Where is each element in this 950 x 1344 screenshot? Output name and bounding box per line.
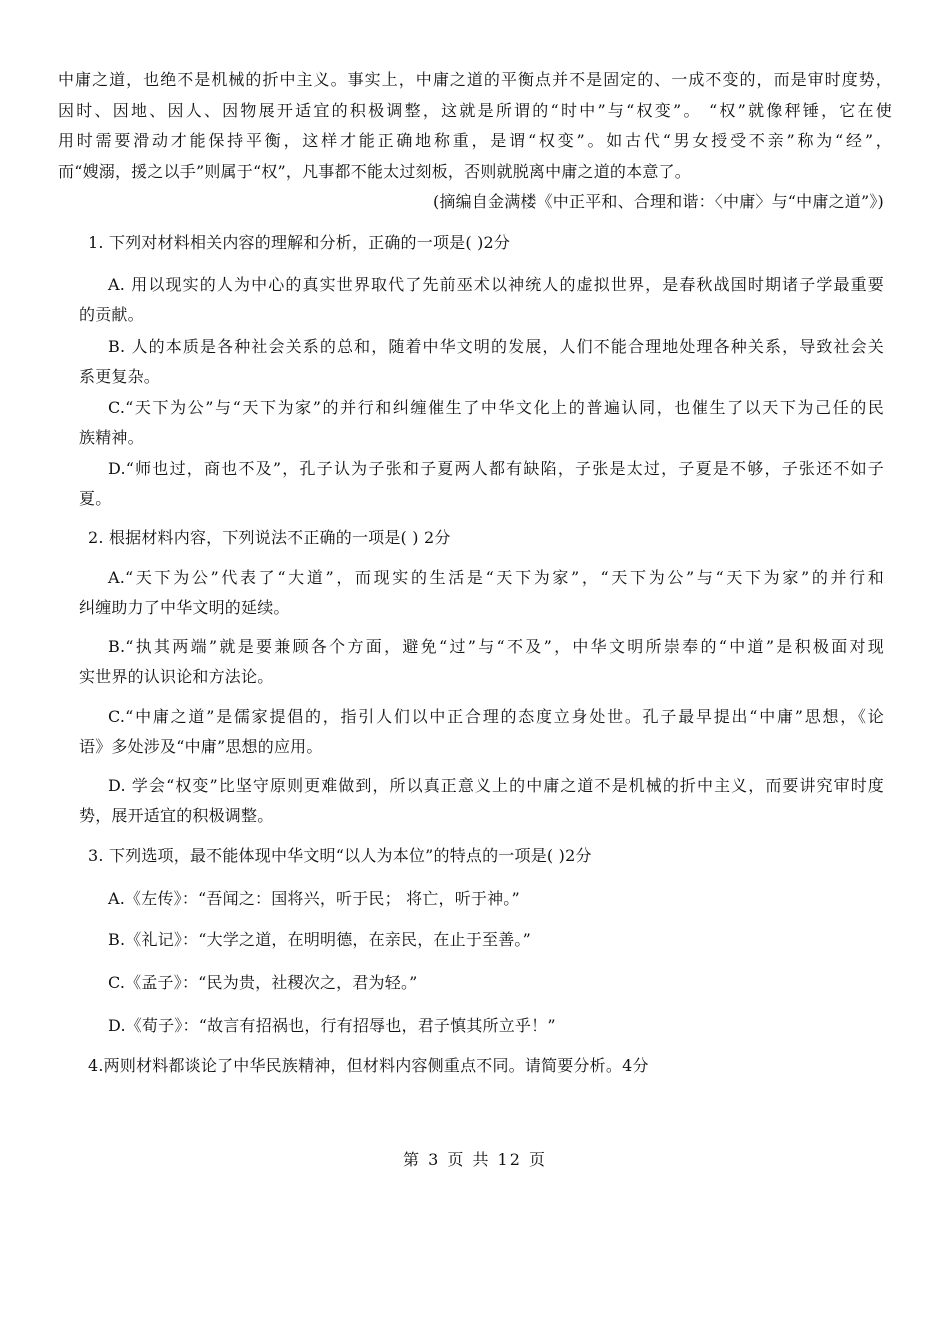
option-d: D.“师也过，商也不及”，孔子认为子张和子夏两人都有缺陷，子张是太过，子夏是不够，子张还不如子 [108, 459, 884, 478]
option-d: D.《荀子》：“故言有招祸也，行有招辱也，君子慎其所立乎！” [108, 1016, 556, 1035]
question-stem: 1. 下列对材料相关内容的理解和分析，正确的一项是( )2分 [88, 233, 511, 252]
option-d-cont: 势，展开适宜的积极调整。 [79, 806, 274, 825]
option-b: B.“执其两端”就是要兼顾各个方面，避免“过”与“不及”，中华文明所崇奉的“中道”是积极面对现 [108, 637, 884, 656]
option-a-cont: 的贡献。 [79, 305, 144, 324]
page-number: 第 3 页 共 12 页 [403, 1150, 547, 1169]
passage-line: 而“嫂溺，援之以手”则属于“权”，凡事都不能太过刻板，否则就脱离中庸之道的本意了。 [58, 162, 691, 181]
passage-line: 因时、因地、因人、因物展开适宜的积极调整，这就是所谓的“时中”与“权变”。 “权”就像秤锤，它在使 [58, 101, 892, 120]
passage-line: 用时需要滑动才能保持平衡，这样才能正确地称重，是谓“权变”。如古代“男女授受不亲”称为“经”， [58, 131, 892, 150]
option-a: A.“天下为公”代表了“大道”，而现实的生活是“天下为家”，“天下为公”与“天下为家”的并行和 [108, 568, 884, 587]
option-a-cont: 纠缠助力了中华文明的延续。 [79, 598, 290, 617]
option-d-cont: 夏。 [79, 489, 112, 508]
option-c: C.《孟子》：“民为贵，社稷次之，君为轻。” [108, 973, 418, 992]
option-d: D. 学会“权变”比坚守原则更难做到，所以真正意义上的中庸之道不是机械的折中主义，而要讲究审时度 [108, 776, 884, 795]
option-b: B. 人的本质是各种社会关系的总和，随着中华文明的发展，人们不能合理地处理各种关系，导致社会关 [108, 337, 884, 356]
option-c-cont: 族精神。 [79, 428, 144, 447]
question-stem: 2. 根据材料内容，下列说法不正确的一项是( ) 2分 [88, 528, 451, 547]
option-a: A.《左传》：“吾闻之：国将兴，听于民； 将亡，听于神。” [108, 889, 520, 908]
option-a: A. 用以现实的人为中心的真实世界取代了先前巫术以神统人的虚拟世界，是春秋战国时期诸子学最重要 [108, 275, 884, 294]
passage-source: (摘编自金满楼《中正平和、合理和谐：〈中庸〉与“中庸之道”》) [432, 192, 884, 211]
option-b: B.《礼记》：“大学之道，在明明德，在亲民，在止于至善。” [108, 930, 532, 949]
option-c: C.“中庸之道”是儒家提倡的，指引人们以中正合理的态度立身处世。孔子最早提出“中庸”思想，《论 [108, 707, 884, 726]
option-c-cont: 语》多处涉及“中庸”思想的应用。 [79, 737, 323, 756]
question-stem: 3. 下列选项，最不能体现中华文明“以人为本位”的特点的一项是( )2分 [88, 846, 592, 865]
passage-line: 中庸之道，也绝不是机械的折中主义。事实上，中庸之道的平衡点并不是固定的、一成不变的，而是审时度势， [58, 70, 892, 89]
option-b-cont: 系更复杂。 [79, 367, 161, 386]
question-stem: 4.两则材料都谈论了中华民族精神，但材料内容侧重点不同。请简要分析。4分 [88, 1056, 649, 1075]
option-b-cont: 实世界的认识论和方法论。 [79, 667, 274, 686]
option-c: C.“天下为公”与“天下为家”的并行和纠缠催生了中华文化上的普遍认同，也催生了以天下为己任的民 [108, 398, 884, 417]
